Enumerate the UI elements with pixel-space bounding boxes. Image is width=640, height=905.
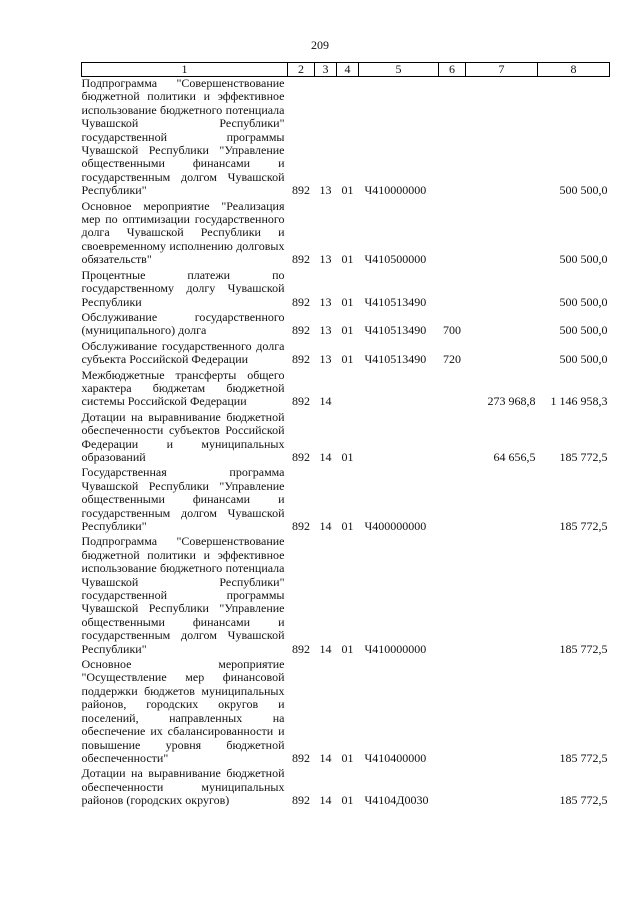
row-subsection: 01 (341, 183, 354, 198)
row-expense-type (439, 369, 466, 411)
row-subsection: 01 (341, 252, 354, 267)
row-ministry: 892 (292, 183, 310, 198)
row-amount-total: 1 146 958,3 (550, 394, 608, 409)
row-ministry: 892 (292, 641, 310, 656)
row-amount-total: 185 772,5 (559, 793, 608, 808)
header-col-1: 1 (82, 63, 288, 77)
row-ministry: 892 (292, 394, 310, 409)
header-col-7: 7 (466, 63, 538, 77)
row-target-code: Ч410513490 (364, 323, 427, 338)
row-subsection: 01 (341, 449, 354, 464)
row-expense-type (439, 767, 466, 809)
row-subsection (337, 369, 359, 411)
row-amount-total: 185 772,5 (559, 641, 608, 656)
row-section: 13 (319, 352, 332, 367)
row-subsection: 01 (341, 750, 354, 765)
row-amount-change (466, 466, 538, 535)
row-expense-type: 720 (443, 352, 461, 367)
table-row (82, 269, 610, 311)
row-amount-change (466, 269, 538, 311)
row-subsection: 01 (341, 294, 354, 309)
table-row (82, 411, 610, 467)
row-subsection: 01 (341, 323, 354, 338)
row-amount-change (466, 535, 538, 658)
table-row (82, 658, 610, 767)
header-col-8: 8 (538, 63, 610, 77)
row-ministry: 892 (292, 352, 310, 367)
row-section: 14 (319, 394, 332, 409)
row-section: 14 (319, 449, 332, 464)
row-amount-total: 185 772,5 (559, 519, 608, 533)
row-target-code: Ч410000000 (364, 183, 427, 198)
row-name: Основное мероприятие "Реализация мер по оптимизации государственного долга Чувашской Республики и своевременному исполнению долговых обязательств" (81, 198, 285, 267)
header-col-3: 3 (315, 63, 337, 77)
row-section: 13 (319, 294, 332, 309)
row-subsection: 01 (341, 519, 354, 533)
row-name: Основное мероприятие "Осуществление мер финансовой поддержки бюджетов муниципальных районов, городских округов и поселений, направленных на обеспечение их сбалансированности и повышение уровня бюджетной обеспеченности" (81, 657, 285, 765)
table-row (82, 77, 610, 200)
row-name: Обслуживание государственного долга субъекта Российской Федерации (81, 338, 285, 367)
row-target-code: Ч410513490 (364, 352, 427, 367)
row-ministry: 892 (292, 252, 310, 267)
row-target-code: Ч410400000 (364, 750, 427, 765)
table-row (82, 535, 610, 658)
row-expense-type (439, 200, 466, 269)
table-row (82, 767, 610, 809)
row-amount-total: 185 772,5 (559, 449, 608, 464)
row-target-code: Ч410000000 (364, 641, 427, 656)
header-col-2: 2 (288, 63, 315, 77)
row-ministry: 892 (292, 793, 310, 808)
row-ministry: 892 (292, 323, 310, 338)
row-subsection: 01 (341, 641, 354, 656)
row-amount-change (466, 340, 538, 369)
row-expense-type (439, 77, 466, 200)
row-subsection: 01 (341, 352, 354, 367)
row-section: 14 (319, 519, 332, 533)
row-section: 13 (319, 183, 332, 198)
row-name: Подпрограмма "Совершенствование бюджетной политики и эффективное использование бюджетного потенциала Чувашской Республики" государственной программы Чувашской Республики "Управление общественными финансами и государственным долгом Чувашской Республики" (81, 76, 285, 198)
row-amount-change (466, 77, 538, 200)
row-amount-total: 500 500,0 (559, 323, 608, 338)
page-number: 209 (311, 38, 329, 52)
row-name: Межбюджетные трансферты общего характера бюджетам бюджетной системы Российской Федерации (81, 367, 285, 409)
table-row (82, 200, 610, 269)
row-amount-total: 500 500,0 (559, 294, 608, 309)
row-expense-type (439, 411, 466, 467)
row-amount-change (466, 311, 538, 340)
table-row (82, 369, 610, 411)
row-section: 14 (319, 793, 332, 808)
row-section: 14 (319, 641, 332, 656)
row-amount-change: 273 968,8 (487, 394, 536, 409)
budget-table (81, 62, 610, 810)
table-body (82, 77, 610, 810)
row-amount-change (466, 200, 538, 269)
row-target-code: Ч4104Д0030 (364, 793, 429, 808)
table-row (82, 311, 610, 340)
header-col-5: 5 (359, 63, 439, 77)
header-col-4: 4 (337, 63, 359, 77)
row-amount-change (466, 767, 538, 809)
row-ministry: 892 (292, 750, 310, 765)
row-name: Обслуживание государственного (муниципального) долга (81, 309, 285, 338)
row-name: Государственная программа Чувашской Республики "Управление общественными финансами и государственным долгом Чувашской Республики" (81, 465, 285, 533)
row-amount-total: 500 500,0 (559, 352, 608, 367)
row-ministry: 892 (292, 519, 310, 533)
row-amount-total: 500 500,0 (559, 252, 608, 267)
row-name: Процентные платежи по государственному долгу Чувашской Республики (81, 267, 285, 309)
row-ministry: 892 (292, 449, 310, 464)
row-expense-type (439, 466, 466, 535)
header-row (82, 63, 610, 77)
row-ministry: 892 (292, 294, 310, 309)
row-name: Дотации на выравнивание бюджетной обеспеченности муниципальных районов (городских округов) (81, 766, 285, 808)
row-amount-total: 185 772,5 (559, 750, 608, 765)
row-expense-type (439, 658, 466, 767)
table-row (82, 340, 610, 369)
row-amount-total: 500 500,0 (559, 183, 608, 198)
row-expense-type (439, 535, 466, 658)
row-target-code (359, 411, 439, 467)
row-target-code (359, 369, 439, 411)
row-target-code: Ч410513490 (364, 294, 427, 309)
row-target-code: Ч400000000 (364, 519, 427, 533)
row-amount-change (466, 658, 538, 767)
row-expense-type: 700 (443, 323, 461, 338)
row-amount-change: 64 656,5 (493, 449, 536, 464)
row-section: 13 (319, 252, 332, 267)
row-expense-type (439, 269, 466, 311)
row-section: 13 (319, 323, 332, 338)
row-section: 14 (319, 750, 332, 765)
row-name: Подпрограмма "Совершенствование бюджетной политики и эффективное использование бюджетного потенциала Чувашской Республики" государственной программы Чувашской Республики "Управление общественными финансами и государственным долгом Чувашской Республики" (81, 534, 285, 656)
table-row (82, 466, 610, 535)
row-target-code: Ч410500000 (364, 252, 427, 267)
header-col-6: 6 (439, 63, 466, 77)
row-name: Дотации на выравнивание бюджетной обеспеченности субъектов Российской Федерации и муниципальных образований (81, 409, 285, 464)
row-subsection: 01 (341, 793, 354, 808)
